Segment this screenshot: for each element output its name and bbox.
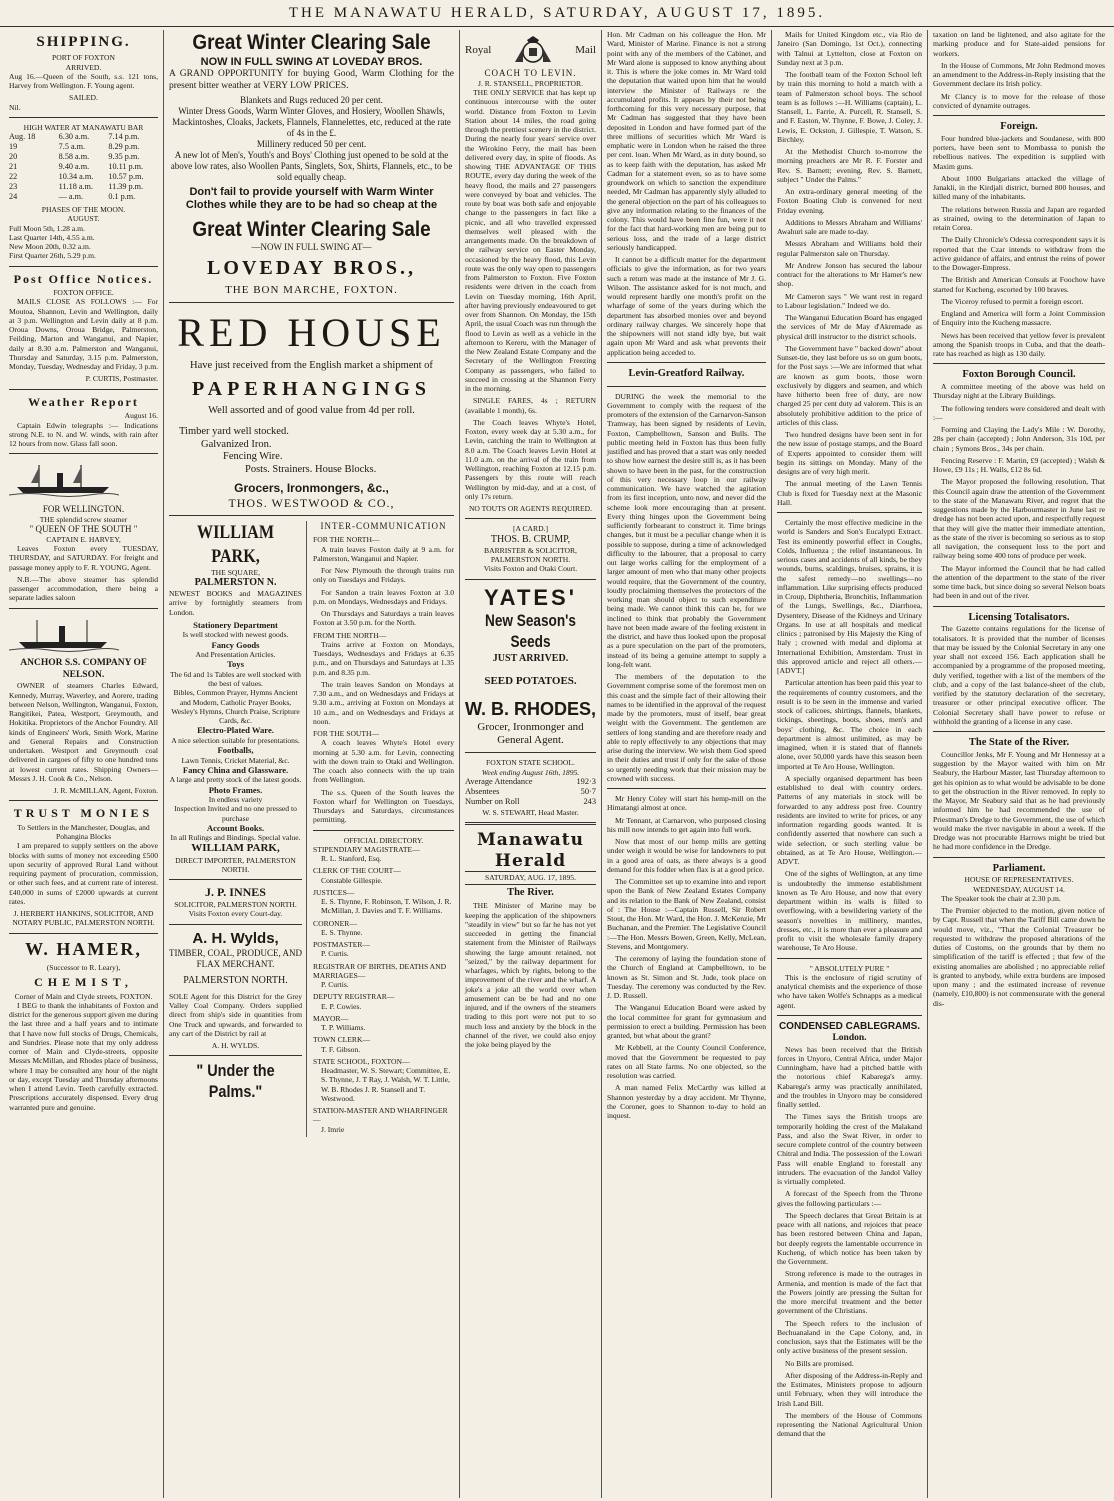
local-note: The Wanganui Education Board has engaged the services of Mr de May d'Akremade as physical drill instructor to the district schools. — [777, 313, 922, 341]
local-note: A man named Felix McCarthy was killed at Shannon yesterday by a dray accident. Mr Thynne, the Coroner, goes to Shannon to-day to hold an inquest. — [607, 1083, 766, 1121]
official-detail: E. S. Thynne. — [321, 927, 363, 937]
river-continued: Hon. Mr Cadman on his colleague the Hon. Mr Ward, Minister of Marine. Finance is not a strong point with any of the members of the Cabinet, and Mr Ward alone is supposed to know anything about it. This is where the joke comes in. Mr Ward told the deputation that waited upon him that he would interview the Minister of Railways re the accumulated profits. It appears by their not being forthcoming for this very necessary purpose, that Mr Cadman has suggested that they have been deposited in London and have formed part of the three millions of securities which Mr Ward is emphatic were in London when he raised the three per cent. loan. When Mr Ward, as in duty bound, so as to keep faith with the deputation, has asked Mr Cadman for a statement even, so as to have some groundwork on which to sanction the expenditure needed, Mr Cadman has apparently slyly alluded to the general objection on the part of his colleagues to give any information relating to the finances of the colony. This would have been fine fun, were it not for the fact that hard-working men are being put to serious loss, and the trade of a large district seriously handicapped. — [607, 30, 766, 252]
tide-row — [9, 132, 158, 142]
council-item: The Mayor informed the Council that he had called the attention of the department to the state of the river some time back, but since doing so several Nelson boats had been in and out of the river. — [933, 563, 1105, 601]
post-office-sub: FOXTON OFFICE. — [53, 288, 114, 298]
william-park-news: NEWEST BOOKS and MAGAZINES arrive by fortnightly steamers from London. — [169, 589, 303, 617]
seed-potatoes: SEED POTATOES. — [484, 675, 577, 688]
foreign-item: The relations between Russia and Japan are regarded as strained, owing to the determination of Japan to retain Corea. — [933, 204, 1105, 233]
innes-title: J. P. INNES — [205, 885, 266, 900]
state-school-value: 243 — [583, 797, 596, 807]
william-park-detail: A nice selection suitable for presentations. — [171, 735, 300, 745]
state-school-label: Number on Roll — [465, 797, 520, 807]
moon-line: Full Moon 5th, 1.28 a.m. — [9, 223, 85, 233]
post-office-title: Post Office Notices. — [13, 271, 154, 286]
members-text: The members of the House of Commons representing the National Agricultural Union demand that the — [777, 1410, 922, 1439]
local-notes-2 — [777, 30, 922, 507]
under-the-palms: " Under the Palms." — [196, 1061, 275, 1102]
state-school-sign: W. S. STEWART, Head Master. — [482, 807, 579, 817]
timber-line: Fencing Wire. — [223, 451, 283, 463]
local-note: The football team of the Foxton School left by train this morning to hold a match with a team of Palmerston school boys. The school team is as follows :—H. Williams (captain), L. Stansell, L. Farrie, A. Purcell, R. Stansell, S. and F. Easton, W. Thynne, F. Bowe, J. Coley, J. Lewis, E. Ockston, J. Gillespie, T. Watson, S. Birchley. — [777, 70, 922, 144]
just-arrived: JUST ARRIVED. — [492, 652, 569, 664]
william-park-heading: Electro-Plated Ware. — [197, 725, 274, 736]
official-detail: P. Curtis. — [321, 949, 349, 959]
william-park-detail: Is well stocked with newest goods. — [182, 630, 289, 640]
inter-communication — [313, 535, 454, 824]
council-item: Forming and Claying the Lady's Mile : W. Dorothy, 28s per chain (accepted) ; John Anderson, 31s 10d, per chain ; Symons Bros., 34s per chain. — [933, 425, 1105, 453]
tide-row — [9, 142, 158, 152]
official-detail: Headmaster, W. S. Stewart; Committee, E. S. Thynne, J. T Ray, J. Walsh, W. T. Little, W. B. Rhodes J. R. Stansell and T. Westwood. — [321, 1066, 451, 1103]
borough-council-text — [933, 382, 1105, 601]
eucalypti-advt: Certainly the most effective medicine in the world is Sanders and Son's Eucalypti Extract. Test its eminently powerful effect in Coughs, Colds, Influenza ; the relief instantaneous. In serious cases and accidents of all kinds, be they wounds, burns, scaldings, bruises, sprains, it is the safest remedy—no swellings—no inflammation. Like surprising effects produced in Croup, Diphtheria, Bronchitis, Inflammation of the Lungs, Swellings, &c., Diarrhoea, Dysentery, Disease of the Kidneys and Urinary Organs. In use at all hospitals and medical clinics ; patronised by His Majesty the King of Italy ; crowned with medal and diploma at International Exhibition, Amsterdam. Trust in this approved article and reject all others.—[ADVT.] — [777, 518, 922, 675]
official-detail: E. S. Thynne, F. Robinson, T. Wilson, J. R. McMillan, J. Davies and T. F. Williams. — [321, 897, 452, 916]
river-continued-2: It cannot be a difficult matter for the department officials to give the information, as for two years such a return was made at the instance of Mr J. G. Wilson. The assistance asked for is not much, and would represent hardly one month's profit on the wharfage of some of the years during which the department has absorbed monies over and beyond ordinary railway charges. We sincerely hope that the shipowners will not stand idly bye, but wait again upon Mr Ward and ask what prevents their application being acceded to. — [607, 255, 766, 357]
william-park-detail: And Presentation Articles. — [195, 650, 276, 660]
london-title: London. — [832, 1032, 867, 1043]
tide-cell: Aug. 18 — [9, 132, 36, 142]
shipping-title: SHIPPING. — [36, 34, 131, 50]
steamer-name: " QUEEN OF THE SOUTH " — [29, 524, 138, 534]
state-school-value: 50·7 — [580, 787, 596, 797]
column-2 — [164, 30, 460, 1498]
royal-crest-icon — [511, 34, 555, 68]
official-detail: E. P. Cowies. — [321, 1001, 362, 1011]
tide-table — [9, 132, 158, 202]
state-of-river-text: Councillor Jenks, Mr F. Young and Mr Hennessy at a suggestion by the Mayor waited with him on Mr Seabury, the Harbour Master, last Thursday afternoon to get his opinion as to what would be advisable to be done to get the obstruction in the River removed. In reply to the Mayor, Mr Seabury said that as he had previously informed him he had recommended the use of Priestman's Dredge to the Government, the use of which would make the river navigable in about a week. If the Dredge was not procurable Harrows might be tried but he had more confidence in the Dredge. — [933, 749, 1105, 852]
moon-line: Last Quarter 14th, 4.55 a.m. — [9, 232, 95, 242]
post-office-text: MAILS CLOSE AS FOLLOWS :— For Moutoa, Shannon, Levin and Wellington, daily at 3 p.m. Wellington and Levin daily at 8 p.m. Oroua Downs, Oroua Bridge, Palmerston, Feilding, Marton and Wanganui, and Napier, daily at 8.30 a.m. Palmerston and Wanganui, Thursday and Saturday, 3.15 p.m. Palmerston, Monday, Tuesday, Wednesday and Friday, 3 p.m. — [9, 297, 158, 372]
local-note: Two hundred designs have been sent in for the new issue of postage stamps, and the Board of Experts appointed to consider them will begin its sittings on Monday. Many of the designs are of very high merit. — [777, 430, 922, 476]
foreign-item: Four hundred blue-jackets and Soudanese, with 800 porters, have been sent to Mombassa to punish the rebellious natives. The expedition is supplied with Maxim guns. — [933, 133, 1105, 171]
wylds-palmerston: PALMERSTON NORTH. — [183, 974, 288, 986]
william-park-title: WILLIAM PARK, — [196, 522, 275, 567]
william-park-detail: In all Rulings and Bindings. Special value. — [170, 833, 301, 843]
masthead-text: THE MANAWATU HERALD, SATURDAY, AUGUST 17, 1895. — [288, 5, 826, 21]
state-school-label: Average Attendance — [465, 776, 533, 786]
port-name: PORT OF FOXTON — [52, 53, 115, 63]
state-school-row — [465, 797, 596, 807]
coach-text: THE ONLY SERVICE that has kept up continuous intercourse with the outer world. Distance from Foxton to Levin Station about 14 miles, the road going through the prettiest scenery in the district. During the nearly four years' service over the Wirokino Ferry, the mail has been delivered every day, in spite of floods. As showing THE ADVANTAGE OF THIS ROUTE, every day during the week of the heavy flood, the mails and 27 passengers were conveyed by boat and vehicles. The route by boat was both safe and enjoyable change to the passengers in fact like a picnic, and all who travelled expressed themselves well pleased with the arrangements made. On the breakdown of the railway service on Easter Monday, occasioned by the heavy flood, this Levin route was the only way open to passengers from Palmerston to Foxton. Five Foxton residents were driven in the coach from Levin on Tuesday morning, 16th April, after having previously endeavoured to get over from Shannon. On Monday, the 15th April, the usual Coach was run through the flood to Levin as well as a vehicle in the afternoon to Kereru, with the Manager of the New Zealand Estate Company and the Secretary of the Wellington Freezing Company as passengers, who failed to succeed in crossing at the Shannon Ferry in the morning. — [465, 88, 596, 394]
post-office-sign: P. CURTIS, Postmaster. — [85, 374, 158, 384]
timber-line: Galvanized Iron. — [201, 438, 272, 450]
winter-sale-title-2: Great Winter Clearing Sale — [192, 217, 431, 241]
tide-cell: 6.30 a.m. — [58, 132, 90, 142]
arrived-text: Aug 16.—Queen of the South, s.s. 121 tons, Harvey from Wellington. F. Young agent. — [9, 71, 158, 91]
official-detail: Constable Gillespie. — [321, 875, 383, 885]
state-school-label: Absentees — [465, 787, 500, 797]
tide-cell: 20 — [9, 152, 18, 162]
bechuana-text: The Speech refers to the inclusion of Bechuanaland in the Cape Colony, and, in conclusion, says that the Estimates will be the only active business of the present session. — [777, 1318, 922, 1356]
william-park-palmerston: PALMERSTON N. — [194, 576, 277, 588]
william-park-detail: In endless variety — [208, 795, 263, 804]
william-park-heading: Footballs, — [217, 745, 254, 756]
official-detail: J. Imrie — [321, 1124, 345, 1134]
timber-line: Timber yard well stocked. — [179, 425, 289, 437]
official-detail: R. L. Stanford, Esq. — [321, 854, 382, 864]
hamer-title: W. HAMER, — [25, 938, 142, 959]
yates-title: YATES' — [484, 584, 577, 610]
leaves-text: Leaves Foxton every TUESDAY, THURSDAY, and SATURDAY. For freight and passage money apply to F. R. YOUNG, Agent. — [9, 544, 158, 572]
cablegrams-title: CONDENSED CABLEGRAMS. — [778, 1020, 921, 1032]
inter-detail: On Thursdays and Saturdays a train leaves Foxton at 3.50 p.m. for the North. — [313, 609, 454, 628]
william-park-heading: Toys — [227, 659, 244, 670]
state-school-title: FOXTON STATE SCHOOL. — [486, 758, 575, 768]
foreign-item: About 1000 Bulgarians attacked the village of Janakli, in the Kirdjali district, burned 800 houses, and killed many of the inhabitants. — [933, 173, 1105, 202]
winter-sale-text: A GRAND OPPORTUNITY for buying Good, Warm Clothing for the present bitter weather at VERY LOW PRICES. — [169, 69, 454, 91]
winter-sale-sub-2: —NOW IN FULL SWING AT— — [251, 242, 372, 253]
timber-line: Posts. Strainers. House Blocks. — [245, 464, 377, 476]
trust-sign: J. HERBERT HANKINS, SOLICITOR, AND NOTARY PUBLIC, PALMERSTON NORTH. — [12, 909, 155, 928]
anchor-steamer-illustration — [9, 618, 119, 652]
card-label: [A CARD.] — [512, 524, 549, 534]
columns — [4, 30, 1110, 1498]
william-park-heading: Fancy Goods — [211, 639, 260, 650]
bills-text: No Bills are promised. — [785, 1358, 854, 1368]
local-note: Mr Cameron says " We want rest in regard to Labour legislation." Indeed we do. — [777, 291, 922, 310]
crump-text: BARRISTER & SOLICITOR, PALMERSTON NORTH. — [484, 545, 577, 565]
red-house-text: Have just received from the English market a shipment of — [190, 359, 433, 371]
hamer-address: Corner of Main and Clyde streets, FOXTON. — [14, 991, 153, 1001]
trust-text2: I am prepared to supply settlers on the above blocks with sums of money not exceeding £500 upon security of approved Rural Land without requiring payment of procuration, commission, or other such fees, and at current rate of interest. £40,000 in sums of £2000 upwards at current rates. — [9, 841, 158, 906]
mail-label: Mail — [575, 44, 596, 57]
winter-sale-title: Great Winter Clearing Sale — [192, 31, 431, 54]
times-text: The Times says the British troops are temporarily holding the crest of the Malakand Pass, and also the Swat River, in order to secure complete control of the country between Chitral and India. The possession of the Lowari Pass will enable England to forestall any intruders. The evacuation of the Jandol Valley is virtually completed. — [777, 1112, 922, 1187]
levin-greatford-text: DURING the week the memorial to the Government to comply with the request of the promoters of the extension of the Carnarvon-Sanson Tramway, has been signed by residents of Levin, Foxton, Campbelltown, Sanson and Bulls. The public meeting held in Foxton has thus been fully justified and has proved that a start was only needed to show how earnest the desire still is, as it has been shown to have been in the past, for the construction of this very necessary loop in our railway communication. We have watched the agitation from its first inception, unto now, and never did the scheme look more encouraging than at present. Every thing hinges upon the Government being sufficiently forbearant to construct it. Time brings changes, but it must be a peculiar change when it is possible to suppose, during a time of acknowledged difficulty to the labourer, that a proposal to carry out large works calling for the employment of a larger amount of men who that many other projects would require, that the Government of the country, loudly proclaiming themselves the protectors of the working man should object to such expenditure being made. We cannot think this can be, for we inclined to think that probably the Government have not been made aware of the feeling existent in the district, and have thus looked upon the proposal as a pure speculation on the part of the promoters, instead of its being a genuine attempt to supply a long-felt want. — [607, 391, 767, 669]
address-text: After disposing of the Address-in-Reply and the Estimates, Ministers propose to adjourn until February, when they will introduce the Irish Land Bill. — [777, 1370, 922, 1408]
captain: CAPTAIN E. HARVEY, — [46, 534, 121, 544]
local-note: The annual meeting of the Lawn Tennis Club is fixed for Tuesday next at the Masonic Hall. — [777, 479, 922, 507]
crump-visits: Visits Foxton and Otaki Court. — [483, 564, 578, 574]
te-aro-note: A specially organised department has been established to deal with country orders. Patterns of any materials in stock will be forwarded to any address post free. Country residents are invited to write for prices, or any information regarding goods wanted. It is confidently asserted that nowhere can such a wide selection, or such sterling value be obtained, as at Te Aro House, Wellington.—ADVT. — [777, 773, 922, 866]
weather-text: Captain Edwin telegraphs :— Indications strong N.E. to N. and W. winds, with rain after 12 hours from now. Glass fall soon. — [9, 420, 158, 449]
inter-heading: FROM THE NORTH— — [313, 630, 387, 640]
herald-title: Manawatu Herald — [476, 829, 585, 871]
tide-cell: 0.1 p.m. — [108, 192, 136, 202]
foreign-title: Foreign. — [1000, 121, 1038, 132]
arrived-label: ARRIVED. — [65, 62, 102, 72]
foreign-item: England and America will form a Joint Commission of Enquiry into the Kucheng massacre. — [933, 309, 1105, 328]
william-park-square: THE SQUARE, — [211, 567, 260, 577]
absolutely-pure-text: This is the enclosure of rigid scrutiny of analytical chemists and the experience of those who have taken Wolfe's Schnapps as a medical agent. — [777, 972, 922, 1010]
local-note: The Government have " backed down" about Sunset-tie, they last before us so on gum boots, for the Post says :—We are informed that what are known as gum boots, those worn exclusively by diggers and seamen, and which have hitherto been free of duty, are now charged 25 per cent duty ad valorem. This is an absolutely prohibitive addition to the price of articles of this class. — [777, 343, 922, 427]
state-of-river-title: The State of the River. — [968, 737, 1070, 749]
london-text: News has been received that the British forces in Unyoro, Central Africa, under Major Cunningham, have had a pitched battle with the notorious chief Kabarega's army. Kabarega's army was practically annihilated, and the troubles in Unyoro may be considered finally settled. — [777, 1044, 922, 1110]
tide-cell: 7.14 p.m. — [108, 132, 140, 142]
foreign-item: The Daily Chronicle's Odessa correspondent says it is reported that the Czar intends to withdraw from the active guidance of affairs, and entrust the reins of power to the Dowager-Empress. — [933, 235, 1105, 273]
te-aro-notes — [777, 678, 922, 952]
royal-label: Royal — [465, 44, 492, 57]
official-heading: JUSTICES— — [313, 887, 355, 897]
inter-detail: The s.s. Queen of the South leaves the Foxton wharf for Wellington on Tuesdays, Thursdays and Saturdays, circumstances permitting. — [313, 787, 454, 825]
state-school-value: 192·3 — [576, 776, 596, 786]
coach-proprietor: J. R. STANSELL, PROPRIETOR. — [478, 78, 583, 88]
tide-cell: 23 — [9, 182, 18, 192]
red-house-title: RED HOUSE — [177, 310, 446, 356]
anchor-sign: J. R. McMILLAN, Agent, Foxton. — [53, 786, 158, 796]
bon-marche: THE BON MARCHE, FOXTON. — [225, 283, 398, 296]
tide-row — [9, 172, 158, 182]
inter-detail: A train leaves Foxton daily at 9 a.m. for Palmerston, Wanganui and Napier. — [313, 544, 454, 563]
tide-cell: 8.58 a.m. — [58, 152, 90, 162]
parliament-date: WEDNESDAY, AUGUST 14. — [973, 884, 1065, 894]
forecast-text: A forecast of the Speech from the Throne gives the following particulars :— — [777, 1189, 922, 1208]
william-park-items — [169, 620, 302, 843]
masthead — [0, 0, 1114, 27]
hamer-text: I BEG to thank the inhabitants of Foxton and district for the generous support given me during the last three and a half years and to intimate that I have now full stocks of Drugs, Chemicals, and Sundries. Please note that my only address corner of Main and Clyde-streets, opposite Messrs McMillan, and Rhodes place of business, where I may be consulted any hour of the night or day, except Tuesday and Thursday afternoons when I attend Levin. Teeth carefully extracted. Prescriptions accurately dispensed. Every drug warranted pure and genuine. — [9, 1000, 158, 1112]
william-park-detail: Inspection Invited and no one pressed to purchase — [174, 804, 297, 823]
herald-date: SATURDAY, AUG. 17, 1895. — [465, 871, 596, 884]
moon-title: PHASES OF THE MOON. — [41, 205, 126, 215]
william-park-detail: A large and pretty stock of the latest goods. — [169, 775, 302, 785]
official-detail: T. F. Gibson. — [321, 1044, 361, 1054]
official-heading: POSTMASTER— — [313, 940, 370, 950]
official-detail: T. P. Williams. — [321, 1023, 366, 1033]
official-title: OFFICIAL DIRECTORY. — [343, 835, 424, 845]
parliament-item: The Speaker took the chair at 2.30 p.m. — [941, 893, 1061, 903]
william-park-heading: Stationery Department — [193, 619, 278, 630]
no-touts: NO TOUTS OR AGENTS REQUIRED. — [468, 504, 593, 514]
winter-sale-line: Winter Dress Goods, Warm Winter Gloves, and Hosiery, Woollen Shawls, Mackintoshes, Cloaks, Jackets, Flannels, Flannelettes, etc, reduced at the rate of 4s in the £. — [172, 106, 451, 139]
winter-sale-bold: Don't fail to provide yourself with Warm Winter Clothes while they are to be had so cheap at the — [185, 185, 438, 212]
official-heading: STATE SCHOOL, FOXTON— — [313, 1056, 410, 1066]
tide-title: HIGH WATER AT MANAWATU BAR — [23, 122, 144, 132]
local-note: Now that most of our hemp mills are getting under weigh it would be wise for landowners to put in a good area of oats, as there always is a good demand for this fodder when flax is at a good price. — [607, 837, 766, 874]
coach-fares: SINGLE FARES, 4s ; RETURN (available 1 month), 6s. — [465, 396, 596, 415]
winter-sale-sub: NOW IN FULL SWING AT LOVEDAY BROS. — [200, 55, 423, 68]
tide-cell: 9.40 a.m. — [58, 162, 90, 172]
william-park-detail: The 6d and 1s Tables are well stocked with the best of values. — [170, 669, 301, 689]
council-item: A committee meeting of the above was held on Thursday night at the Library Buildings. — [933, 382, 1105, 401]
te-aro-note: Particular attention has been paid this year to the requirements of country customers, and the result is to be seen in the immense and varied stock of calicoes, shirtings, flannels, blankets, tickings, sheetings, boots, shoes, men's and boys' clothing, &c. The choice in each department is almost unlimited, as may be imagined, when it is stated that of flannels alone, over 50,000 yards have this season been imported at Te Aro House, Wellington. — [777, 678, 922, 771]
new-season-seeds: New Season's Seeds — [485, 611, 576, 652]
state-school-rows — [465, 777, 596, 808]
sailed-label: SAILED. — [69, 93, 98, 103]
column-1 — [4, 30, 164, 1498]
official-directory — [313, 845, 454, 1134]
council-item: The Mayor proposed the following resolution, That this Council again draw the attention of the Government to the state of the Manawatu River, and regret that the suggestions made by the Harbourmaster in June last re dredge has not been acted upon, and respectfully request that they will give the matter their immediate attention, as the state of the river is becoming so serious as to stop all navigation, the consequent loss to the port and railway being some 400 tons of produce per week. — [933, 477, 1105, 561]
inter-title: INTER-COMMUNICATION — [320, 521, 447, 532]
col6-text2: In the House of Commons, Mr John Redmond moves an amendment to the Address-in-Reply insisting that the Government declare its Irish policy. — [933, 60, 1105, 89]
river-title: The River. — [507, 886, 554, 898]
river-text: THE Minister of Marine may be keeping the application of the shipowners "steadily in view" but so far he has not yet succeeded in getting the financial statement from the Minister of Railways showing the large amount retained, not "seized," by the railway department for wharfages, which by rights, belong to the improvement of the river and the wharf. A joke's a joke all the world over when amusement can be be had and no one injured, and if the owners of the steamers trading to this port were not put to so much loss and anxiety by the block in the channel of the river, we could also enjoy the joke being played by the — [465, 901, 596, 1050]
tide-cell: 24 — [9, 192, 18, 202]
for-wellington: FOR WELLINGTON. — [42, 503, 125, 514]
parliament-item: The Premier objected to the motion, given notice of by Capt. Russell that when the Tariff Bill came down he would move, viz., "That the Colonial Treasurer be requested to withdraw the proposed alterations of the duties of Customs, on the grounds that by them no simplification of the tariff is effected ; that few of the existing anomalies are abolished ; no appreciable relief is granted to anybody, while extra burdens are imposed upon many ; and the estimated increase of revenue (namely, £10,800) is not commensurate with the general dis- — [933, 906, 1105, 1008]
te-aro-note: One of the sights of Wellington, at any time is undoubtedly the immense establishment known as Te Aro House, and now that every department within its walls is filled to overflowing, with a bewildering variety of the season's novelties in millinery, mantles, dresses, etc., it is more than ever a pleasure and profit to visit the wholesale family drapery warehouse, Te Aro House. — [777, 869, 922, 953]
coach-title: COACH TO LEVIN. — [484, 68, 577, 78]
council-item: Fencing Reserve : F. Martin, £9 (accepted) ; Walsh & Howe, £9 11s ; H. Walls, £12 8s 6d. — [933, 455, 1105, 475]
tide-row — [9, 152, 158, 162]
local-note: An extra-ordinary general meeting of the Foxton Boating Club is convened for next Friday evening. — [777, 187, 922, 215]
column-5 — [772, 30, 928, 1498]
weather-title: Weather Report — [28, 394, 139, 409]
local-note: Mr Tennant, at Carnarvon, who purposed closing his mill now intends to get again into full work. — [607, 815, 766, 834]
foreign-item: News has been received that yellow fever is prevalent among the Spanish troops in Cuba, and that the death-rate has reached as high as 130 daily. — [933, 330, 1105, 359]
official-heading: CORONER— — [313, 918, 357, 928]
wylds-title: A. H. Wylds, — [192, 929, 279, 947]
local-note: Mr Andrew Jonson has secured the labour contract for the alterations to Mr Hamer's new shop. — [777, 260, 922, 289]
red-house-text-2: Well assorted and of good value from 4d per roll. — [208, 405, 415, 417]
parliament-text — [933, 894, 1105, 1008]
william-park-sign: WILLIAM PARK, — [191, 842, 280, 855]
column-6 — [928, 30, 1110, 1498]
moon-month: AUGUST. — [67, 214, 100, 224]
tide-cell: 9.35 p.m. — [108, 152, 140, 162]
tide-cell: 7.5 a.m. — [58, 142, 86, 152]
moon-line: New Moon 20th, 0.32 a.m. — [9, 242, 91, 252]
innes-text: SOLICITOR, PALMERSTON NORTH. Visits Foxton every Court-day. — [174, 900, 297, 919]
col6-text3: Mr Clancy is to move for the release of those convicted of dynamite outrages. — [933, 91, 1105, 110]
william-park-detail: Lawn Tennis, Cricket Material, &c. — [181, 755, 290, 765]
official-heading: DEPUTY REGISTRAR— — [313, 992, 395, 1002]
wylds-sub: TIMBER, COAL, PRODUCE, AND FLAX MERCHANT. — [169, 947, 303, 969]
totalisators-text: The Gazette contains regulations for the license of totalisators. It is provided that the number of licenses that may be issued by the Colonial Secretary in any one year shall not exceed 156. Each application shall be accompanied by a programme of the proposed meeting, duly verified, together with a list of the members of the club, and a copy of the last balance-sheet of the club, verified by the statutory declaration of the secretary, treasurer or other principal executive officer. The Colonial Secretary shall have power to refuse or withhold the granting of a license in any case. — [933, 624, 1105, 726]
column-3 — [460, 30, 602, 1498]
tide-cell: 19 — [9, 142, 18, 152]
tide-cell: 11.39 p.m. — [108, 182, 144, 192]
tide-cell: 10.34 a.m. — [58, 172, 94, 182]
levin-greatford-title: Levin-Greatford Railway. — [628, 367, 745, 379]
inter-heading: FOR THE NORTH— — [313, 535, 380, 545]
official-heading: TOWN CLERK— — [313, 1035, 371, 1045]
grocers: Grocers, Ironmongers, &c., — [234, 481, 389, 496]
winter-sale-line: Millinery reduced 50 per cent. — [256, 139, 367, 150]
official-heading: CLERK OF THE COURT— — [313, 866, 401, 876]
local-notes — [607, 794, 766, 1120]
weather-date: August 16. — [124, 411, 158, 421]
local-note: The ceremony of laying the foundation stone of the Church of England at Campbelltown, to be known as St. Simon and St. Jude, took place on Tuesday. The ceremony was conducted by the Rev. J. D. Russell. — [607, 954, 766, 1001]
william-park-heading: Photo Frames. — [208, 784, 263, 795]
inter-detail: For New Plymouth the through trains run only on Tuesdays and Fridays. — [313, 566, 454, 585]
tide-row — [9, 162, 158, 172]
col6-text1: taxation on land be lightened, and also agitate for the marking produce and for State-aided pensions for workers. — [933, 30, 1105, 58]
crump-title: THOS. B. CRUMP, — [490, 533, 571, 545]
local-note: Additions to Messrs Abraham and Williams' Awahuri sale are made to-day. — [777, 217, 922, 236]
foreign-news — [933, 134, 1105, 359]
absolutely-pure-title: " ABSOLUTELY PURE " — [809, 963, 890, 973]
tide-cell: — a.m. — [58, 192, 84, 202]
rhodes-sub: Grocer, Ironmonger and General Agent. — [477, 720, 584, 746]
inter-detail: Trains arrive at Foxton on Mondays, Tuesdays, Wednesdays and Fridays at 6.35 p.m., and on Thursdays and Saturdays at 1.35 p.m. and 8.35 p.m. — [313, 639, 454, 677]
william-park-heading: Fancy China and Glassware. — [182, 764, 289, 775]
westwood: THOS. WESTWOOD & CO., — [228, 495, 395, 510]
official-heading: STATION-MASTER AND WHARFINGER— — [313, 1106, 448, 1125]
anchor-text: OWNER of steamers Charles Edward, Kennedy, Murray, Waverley, and Aorere, trading between Nelson, Wellington, Wanganui, Foxton, Rangitikei, Patea, Westport, Greymouth, and Hokitika. Proprietors of the Anchor Foundry. All kinds of Engineers' Work, Smith Work, Marine and General Repairs and Construction undertaken. Westport and Greymouth coal delivered in cargoes of fifty to one hundred tons at lowest current rates. Shipping Owners— Messrs J. H. Cook & Co., Nelson. — [9, 681, 158, 783]
loveday-bros: LOVEDAY BROS., — [207, 257, 416, 280]
tide-cell: 8.29 p.m. — [108, 142, 140, 152]
state-school-week: Week ending August 16th, 1895. — [481, 767, 580, 777]
strong-text: Strong reference is made to the outrages in Armenia, and mention is made of the fact that the Powers jointly are pressing the Sultan for the more merciful treatment and the better government of the Christians. — [777, 1269, 922, 1316]
william-park-sign-2: DIRECT IMPORTER, PALMERSTON NORTH. — [175, 855, 296, 875]
local-note: Messrs Abraham and Williams hold their regular Palmerston sale on Thursday. — [777, 239, 922, 258]
tide-cell: 10.57 p.m. — [108, 172, 144, 182]
foreign-item: The Viceroy refused to permit a foreign escort. — [941, 296, 1084, 306]
tide-row — [9, 182, 158, 192]
wylds-text: SOLE Agent for this District for the Grey Valley Coal Company. Orders supplied direct from ship's side in quantities from One Truck and upwards, and forwarded to any cart of the District by rail at — [169, 991, 303, 1038]
tide-cell: 22 — [9, 172, 18, 182]
column-4 — [602, 30, 772, 1498]
local-note: Mails for United Kingdom etc., via Rio de Janeiro (San Domingo, 1st Oct.), connecting with Talnui at Lyttelton, close at Foxton on Sunday next at 3 p.m. — [777, 30, 922, 67]
totalisators-title: Licensing Totalisators. — [968, 611, 1070, 623]
local-note: Mr Kebbell, at the County Council Conference, moved that the Government be requested to pay rates on all State farms. No one objected, so the resolution was carried. — [607, 1043, 766, 1081]
tide-row — [9, 192, 158, 202]
council-item: The following tenders were considered and dealt with :— — [933, 403, 1105, 422]
moon-line: First Quarter 26th, 5.29 p.m. — [9, 251, 96, 261]
nb-text: N.B.—The above steamer has splendid passenger accommodation, there being a separate ladies saloon — [9, 574, 158, 603]
rhodes-title: W. B. RHODES, — [465, 698, 597, 719]
sailed-text: Nil. — [9, 102, 21, 112]
inter-detail: A coach leaves Whyte's Hotel every morning at 5.30 a.m. for Levin, connecting with the down train to Otaki and Wellington. The coach also connects with the up train from Wellington. — [313, 738, 454, 785]
steamer-text: THE splendid screw steamer — [39, 514, 128, 524]
winter-sale-line: A new lot of Men's, Youth's and Boys' Clothing just opened to be sold at the above low rates, also Woollen Pants, Singlets, Sox, Shirts, Flannels, etc., to be sold equally cheap. — [170, 150, 453, 182]
tide-cell: 21 — [9, 162, 18, 172]
official-heading: MAYOR— — [313, 1013, 349, 1023]
foreign-item: The British and American Consuls at Foochow have started for Kucheng, escorted by 100 braves. — [933, 275, 1105, 294]
inter-heading: FOR THE SOUTH— — [313, 729, 380, 739]
state-school-row — [465, 787, 596, 797]
local-note: The Committee set up to examine into and report upon the Bank of New Zealand Estates Company and its relation to the Bank of New Zealand, consist of : The House :—Captain Russell, Sir Robert Stout, the Hon. Mr Ward, the Hon. J. McKenzie, Mr Buchanan, and the Premier. The Legislative Council :—The Hon. Messrs Bowen, Green, Kelly, McLean, Stevens, and Montgomery. — [607, 877, 766, 951]
wylds-sign: A. H. WYLDS. — [211, 1041, 260, 1051]
william-park-heading: Account Books. — [206, 822, 265, 833]
timber-lines — [179, 426, 454, 477]
coach-text-2: The Coach leaves Whyte's Hotel, Foxton, every week day at 5.30 a.m., for Levin, catching the train to Wellington at 8.0 a.m. The Coach leaves Levin Hotel at 11.0 a.m. on the arrival of the train from Wellington, reaching Foxton at 12.15 p.m. Passengers by this route will reach Wellington by mid-day, and at a cost, of only 17s return. — [465, 417, 596, 501]
local-note: Mr Henry Coley will start his hemp-mill on the Himatangi almost at once. — [607, 794, 766, 813]
trust-text1: To Settlers in the Manchester, Douglas, and Pohangina Blocks — [17, 822, 150, 842]
local-note: At the Methodist Church to-morrow the morning preachers are Mr R. F. Forster and Rev. S. Barnett; evening, Rev. S. Barnett, subject " Under the Palms." — [777, 147, 922, 184]
parliament-title: Parliament. — [992, 862, 1046, 874]
tide-cell: 11.18 a.m. — [58, 182, 93, 192]
parliament-sub: HOUSE OF REPRESENTATIVES. — [964, 875, 1074, 885]
official-heading: REGISTRAR OF BIRTHS, DEATHS AND MARRIAGES— — [313, 961, 447, 980]
steamer-illustration — [9, 463, 119, 497]
inter-detail: For Sandon a train leaves Foxton at 3.0 p.m. on Mondays, Wednesdays and Fridays. — [313, 587, 454, 606]
anchor-title: ANCHOR S.S. COMPANY OF NELSON. — [20, 658, 147, 680]
william-park-detail: Bibles, Common Prayer, Hymns Ancient and Modern, Catholic Prayer Books, Wesley's Hymns, Church Praise, Scripture Cards, &c. — [171, 688, 300, 726]
state-school-row — [465, 777, 596, 787]
borough-council-title: Foxton Borough Council. — [962, 369, 1076, 381]
winter-sale-line: Blankets and Rugs reduced 20 per cent. — [240, 95, 383, 106]
speech-text: The Speech declares that Great Britain is at peace with all nations, and rejoices that peace has been restored between China and Japan, but deeply regrets the lamentable occurrence in Kucheng, of which notice has been taken by the Government. — [777, 1210, 922, 1267]
local-note: The Wanganui Education Board were asked by the local committee for grant for gymnasium and permission to erect a building. Permission has been granted, but what about the grant? — [607, 1003, 766, 1041]
levin-greatford-text-2: The members of the deputation to the Government comprise some of the foremost men on this coast and the simple fact of their allowing their names to be identified in the approval of the request made by the promoters, must of itself, bear great weight with the Government. The gentlemen are settlers of long standing and are therefore ready and able to reply effectively to any objections that may arise during the interview. We wish them God speed in their duties and trust if only for the sake of those so urgently needing work that their mission may be crowned with success. — [607, 672, 766, 783]
moon-phases — [9, 224, 158, 261]
tide-cell: 10.11 p.m. — [108, 162, 144, 172]
winter-sale-lines — [169, 95, 454, 183]
hamer-chemist: CHEMIST, — [34, 974, 133, 989]
official-heading: STIPENDIARY MAGISTRATE— — [313, 844, 420, 854]
inter-detail: The train leaves Sandon on Mondays at 7.30 a.m., and on Wednesdays and Fridays at 9.30 a.m., arriving at Foxton on Mondays at 10 a.m., and on Wednesdays and Fridays at noon. — [313, 679, 454, 726]
hamer-sub: (Successor to R. Leary), — [46, 962, 121, 972]
trust-title: TRUST MONIES — [13, 806, 154, 821]
official-detail: P. Curtis. — [321, 980, 349, 990]
paperhangings: PAPERHANGINGS — [191, 377, 432, 400]
